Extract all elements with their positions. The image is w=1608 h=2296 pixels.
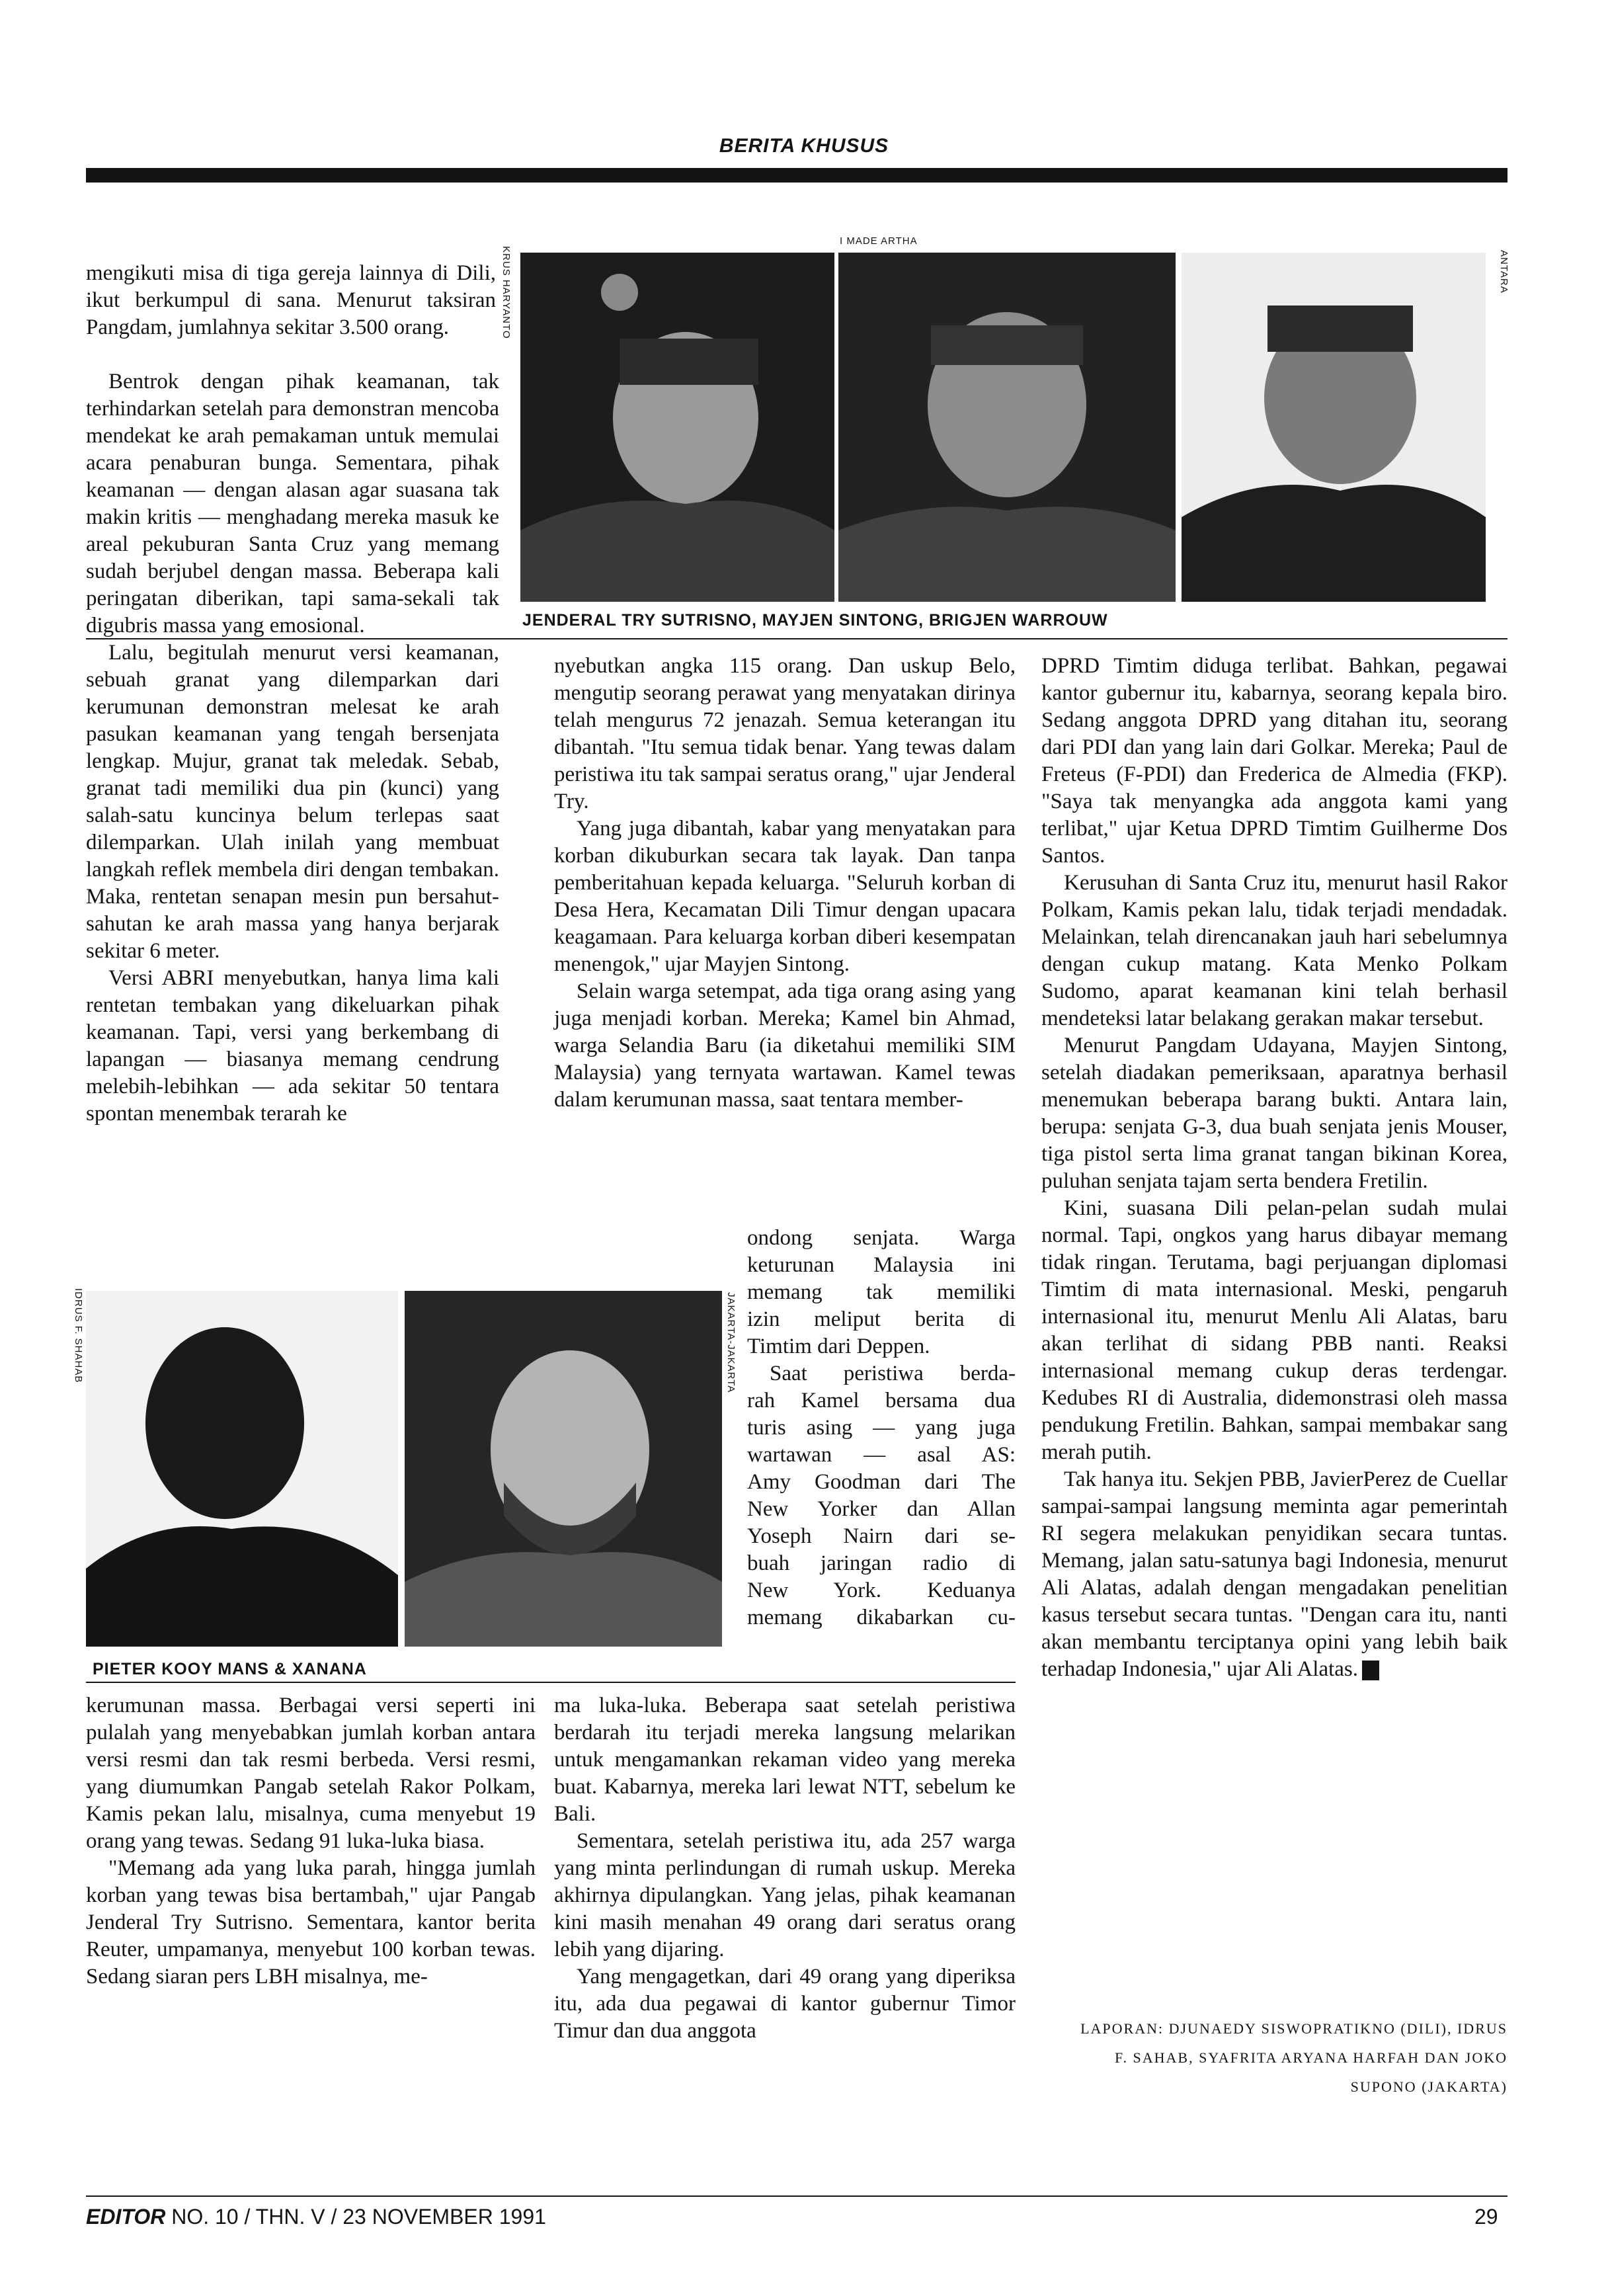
text-line: izin meliput berita di xyxy=(747,1307,1016,1331)
text-line: memang tak memiliki xyxy=(747,1280,1016,1304)
text-line: Amy Goodman dari The xyxy=(747,1470,1016,1494)
text-line: wartawan — asal AS: xyxy=(747,1443,1016,1467)
photo-caption-top: JENDERAL TRY SUTRISNO, MAYJEN SINTONG, BRIGJEN WARROUW xyxy=(522,611,1108,630)
column-2-top xyxy=(554,653,1016,1114)
text-line: ondong senjata. Warga xyxy=(747,1226,1016,1250)
paragraph: kerumunan massa. Berbagai versi seperti ini pulalah yang menyebabkan jumlah korban antara versi resmi dan tak resmi berbeda. Versi resmi, yang diumumkan Pangab setelah Rakor Polkam, Kamis pekan lalu, misalnya, cuma menyebut 19 orang yang tewas. Sedang 91 luka-luka biasa. xyxy=(86,1694,536,1853)
photo-credit-imade: I MADE ARTHA xyxy=(840,235,918,247)
text-line: Yoseph Nairn dari se- xyxy=(747,1524,1016,1548)
photo-warrouw xyxy=(1182,253,1486,602)
column-3 xyxy=(1041,653,1508,1683)
paragraph: nyebutkan angka 115 orang. Dan uskup Belo, mengutip seorang perawat yang menyatakan dirinya telah mengurus 72 jenazah. Semua keterangan itu dibantah. "Itu semua tidak benar. Yang tewas dalam peristiwa itu tak sampai seratus orang," ujar Jenderal Try. xyxy=(554,654,1016,813)
header-rule xyxy=(86,168,1508,183)
photo-try-sutrisno xyxy=(520,253,834,602)
photo-credit-idrus: IDRUS F. SHAHAB xyxy=(73,1288,84,1383)
report-credits xyxy=(1041,2014,1508,2102)
text-line: New Yorker dan Allan xyxy=(747,1497,1016,1521)
text-line: buah jaringan radio di xyxy=(747,1551,1016,1575)
paragraph: Selain warga setempat, ada tiga orang asing yang juga menjadi korban. Mereka; Kamel bin Ahmad, warga Selandia Baru (ia diketahui memiliki SIM Malaysia) yang ternyata wartawan. Kamel tewas dalam kerumunan massa, saat tentara member- xyxy=(554,979,1016,1112)
caption-rule-bottom xyxy=(86,1682,1016,1683)
paragraph: Tak hanya itu. Sekjen PBB, JavierPerez de Cuellar sampai-sampai langsung meminta agar pemerintah RI segera melakukan penyidikan secara tuntas. Memang, jalan satu-satunya bagi Indonesia, menurut Ali Alatas, adalah dengan mengadakan penelitian kasus tersebut secara tuntas. "Dengan cara itu, nanti akan membantu terciptanya opini yang lebih baik terhadap Indonesia," ujar Ali Alatas. xyxy=(1041,1467,1508,1681)
paragraph: Bentrok dengan pihak keamanan, tak terhindarkan setelah para demonstran mencoba mendekat ke arah pemakaman untuk memulai acara penaburan bunga. Sementara, pihak keamanan — dengan alasan agar suasana tak makin kritis — menghadang mereka masuk ke areal pekuburan Santa Cruz yang memang sudah berjubel dengan massa. Beberapa kali peringatan diberikan, tapi sama-sekali tak digubris massa yang emosional. xyxy=(86,370,499,637)
column-1-top-continued xyxy=(86,368,499,1128)
paragraph: Kini, suasana Dili pelan-pelan sudah mulai normal. Tapi, ongkos yang harus dibayar memang tidak ringan. Terutama, bagi perjuangan diplomasi Timtim di mata internasional. Meski, pengaruh internasional itu, menurut Menlu Ali Alatas, baru akan terlihat di sidang PBB nanti. Reaksi internasional memang cukup deras terdengar. Kedubes RI di Australia, didemonstrasi oleh massa pendukung Fretilin. Bahkan, sampai membakar sang merah putih. xyxy=(1041,1196,1508,1464)
text-line: Timtim dari Deppen. xyxy=(747,1334,930,1358)
column-2-bottom xyxy=(554,1692,1016,2045)
footer-rule xyxy=(86,2195,1508,2197)
paragraph: Versi ABRI menyebutkan, hanya lima kali rentetan tembakan yang dikeluarkan pihak keamanan. Tapi, versi yang berkembang di lapangan — biasanya memang cendrung melebih-lebihkan — ada sekitar 50 tentara spontan menembak terarah ke xyxy=(86,966,499,1126)
issue-info: NO. 10 / THN. V / 23 NOVEMBER 1991 xyxy=(171,2205,546,2229)
paragraph: Yang juga dibantah, kabar yang menyatakan para korban dikuburkan secara tak layak. Dan tanpa pemberitahuan kepada keluarga. "Seluruh korban di Desa Hera, Kecamatan Dili Timur dengan upacara keagamaan. Para keluarga korban diberi kesempatan menengok," ujar Mayjen Sintong. xyxy=(554,817,1016,976)
footer-issue xyxy=(86,2205,546,2229)
report-line: LAPORAN: DJUNAEDY SISWOPRATIKNO (DILI), IDRUS xyxy=(1080,2020,1508,2037)
text-line: memang dikabarkan cu- xyxy=(747,1606,1016,1629)
paragraph: "Memang ada yang luka parah, hingga jumlah korban yang tewas bisa bertambah," ujar Pangab Jenderal Try Sutrisno. Sementara, kantor berita Reuter, umpamanya, menyebut 100 korban tewas. Sedang siaran pers LBH misalnya, me- xyxy=(86,1856,536,1988)
magazine-name: EDITOR xyxy=(86,2205,166,2229)
column-1-top xyxy=(86,260,496,341)
text-line: rah Kamel bersama dua xyxy=(747,1389,1016,1413)
paragraph: DPRD Timtim diduga terlibat. Bahkan, pegawai kantor gubernur itu, kabarnya, seorang kepala biro. Sedang anggota DPRD yang ditahan itu, seorang dari PDI dan yang lain dari Golkar. Mereka; Paul de Freteus (F-PDI) dan Frederica de Almedia (FKP). "Saya tak menyangka ada anggota kami yang terlibat," ujar Ketua DPRD Timtim Guilherme Dos Santos. xyxy=(1041,654,1508,868)
paragraph: Menurut Pangdam Udayana, Mayjen Sintong, setelah diadakan pemeriksaan, aparatnya berhasil menemukan beberapa barang bukti. Antara lain, berupa: senjata G-3, dua buah senjata jenis Mouser, tiga pistol serta lima granat tangan bikinan Korea, puluhan senjata tajam serta bendera Fretilin. xyxy=(1041,1034,1508,1193)
photo-credit-krus: KRUS HARYANTO xyxy=(501,246,512,339)
section-label: BERITA KHUSUS xyxy=(719,135,889,157)
column-1-bottom xyxy=(86,1692,536,1990)
photo-credit-jakarta: JAKARTA-JAKARTA xyxy=(725,1292,737,1393)
page-number: 29 xyxy=(1474,2205,1498,2229)
text-line: turis asing — yang juga xyxy=(747,1416,1016,1440)
photo-xanana xyxy=(405,1291,722,1647)
column-2-narrow xyxy=(747,1225,1016,1631)
paragraph: Lalu, begitulah menurut versi keamanan, sebuah granat yang dilemparkan dari kerumunan demonstran melesat ke arah pasukan keamanan yang tengah bersenjata lengkap. Mujur, granat tak meledak. Sebab, granat tadi memiliki dua pin (kunci) yang salah-satu kuncinya belum terlepas saat dilemparkan. Ulah inilah yang membuat langkah reflek membela diri dengan tembakan. Maka, rentetan senapan mesin pun bersahut-sahutan ke arah massa yang hanya berjarak sekitar 6 meter. xyxy=(86,641,499,963)
paragraph: mengikuti misa di tiga gereja lainnya di Dili, ikut berkumpul di sana. Menurut taksiran Pangdam, jumlahnya sekitar 3.500 orang. xyxy=(86,261,496,339)
paragraph: Yang mengagetkan, dari 49 orang yang diperiksa itu, ada dua pegawai di kantor gubernur Timor Timur dan dua anggota xyxy=(554,1965,1016,2043)
report-line: F. SAHAB, SYAFRITA ARYANA HARFAH DAN JOKO xyxy=(1115,2049,1508,2066)
text-line: New York. Keduanya xyxy=(747,1578,1016,1602)
photo-sintong xyxy=(838,253,1176,602)
paragraph: Kerusuhan di Santa Cruz itu, menurut hasil Rakor Polkam, Kamis pekan lalu, tidak terjadi mendadak. Melainkan, telah direncanakan jauh hari sebelumnya dengan cukup matang. Kata Menko Polkam Sudomo, aparat keamanan kini telah berhasil mendeteksi latar belakang gerakan makar tersebut. xyxy=(1041,871,1508,1030)
end-mark-icon: E xyxy=(1362,1660,1379,1680)
photo-credit-antara: ANTARA xyxy=(1498,250,1509,294)
paragraph: Sementara, setelah peristiwa itu, ada 257 warga yang minta perlindungan di rumah uskup. Mereka akhirnya dipulangkan. Yang jelas, pihak keamanan kini masih menahan 49 orang dari seratus orang lebih yang dijaring. xyxy=(554,1829,1016,1961)
text-line: Saat peristiwa berda- xyxy=(770,1362,1016,1385)
paragraph: ma luka-luka. Beberapa saat setelah peristiwa berdarah itu terjadi mereka langsung melarikan untuk mengamankan rekaman video yang mereka buat. Kabarnya, mereka lari lewat NTT, sebelum ke Bali. xyxy=(554,1694,1016,1826)
text-line: keturunan Malaysia ini xyxy=(747,1253,1016,1277)
report-line: SUPONO (JAKARTA) xyxy=(1350,2078,1508,2095)
photo-caption-bottom: PIETER KOOY MANS & XANANA xyxy=(93,1660,367,1678)
photo-pieter-kooymans xyxy=(86,1291,398,1647)
